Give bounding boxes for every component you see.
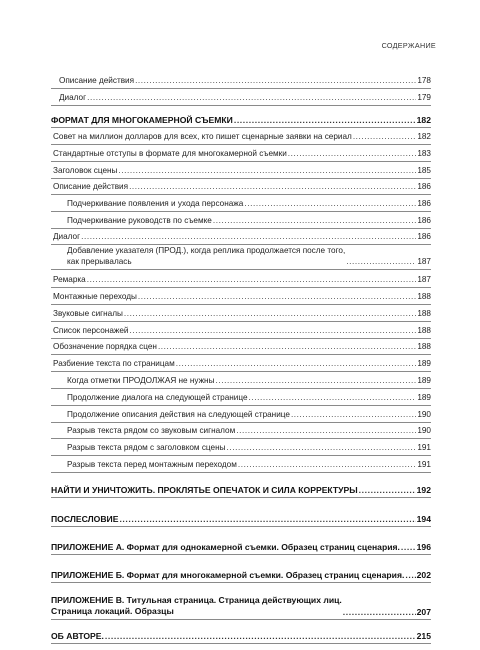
- toc-entry[interactable]: Обозначение порядка сцен ..... 188: [51, 342, 431, 355]
- page-number: 185: [417, 166, 431, 175]
- page-number: 215: [416, 631, 431, 641]
- toc-subentry[interactable]: Подчеркивание появления и ухода персонажа ..... 186: [51, 199, 431, 212]
- toc-subentry[interactable]: Когда отметки ПРОДОЛЖАЯ не нужны ..... 189: [51, 376, 431, 389]
- page-number: 182: [416, 115, 431, 125]
- page-number: 196: [416, 542, 431, 552]
- toc-entry[interactable]: Монтажные переходы ..... 188: [51, 292, 431, 305]
- page-number: 191: [417, 443, 431, 452]
- toc-section-heading[interactable]: ПРИЛОЖЕНИЕ В. Титульная страница. Страница действующих лиц. Страница локаций. Образцы ..... 207: [51, 595, 431, 620]
- toc-entry[interactable]: Разбиение текста по страницам ..... 189: [51, 359, 431, 372]
- toc-entry[interactable]: Описание действия ..... 178: [51, 76, 431, 89]
- page-number: 207: [416, 607, 431, 617]
- page-number: 186: [417, 232, 431, 241]
- page-number: 186: [417, 216, 431, 225]
- page-number: 188: [417, 326, 431, 335]
- toc-section-heading[interactable]: ОБ АВТОРЕ. ..... 215: [51, 631, 431, 644]
- page-number: 182: [417, 132, 431, 141]
- page-number: 188: [417, 342, 431, 351]
- page-number: 187: [417, 257, 431, 266]
- toc-subentry[interactable]: Разрыв текста рядом с заголовком сцены ..... 191: [51, 443, 431, 456]
- toc-subentry[interactable]: Добавление указателя (ПРОД.), когда реплика продолжается после того, как прерывалась ..... 187: [51, 245, 431, 270]
- running-header: СОДЕРЖАНИЕ: [381, 41, 436, 50]
- toc-entry[interactable]: Ремарка ..... 187: [51, 275, 431, 288]
- toc-entry[interactable]: Описание действия ..... 186: [51, 182, 431, 195]
- toc-entry[interactable]: Список персонажей ..... 188: [51, 326, 431, 339]
- page-number: 187: [417, 275, 431, 284]
- toc-section-heading[interactable]: НАЙТИ И УНИЧТОЖИТЬ. ПРОКЛЯТЬЕ ОПЕЧАТОК И СИЛА КОРРЕКТУРЫ ..... 192: [51, 485, 431, 498]
- page-number: 192: [416, 485, 431, 495]
- toc-section-heading[interactable]: ПРИЛОЖЕНИЕ Б. Формат для многокамерной съемки. Образец страниц сценария. ..... 202: [51, 570, 431, 583]
- page-number: 189: [417, 359, 431, 368]
- toc-entry[interactable]: Стандартные отступы в формате для многокамерной съемки ..... 183: [51, 149, 431, 162]
- page-number: 191: [417, 460, 431, 469]
- toc-entry[interactable]: Заголовок сцены ..... 185: [51, 166, 431, 179]
- toc-section-heading[interactable]: ПОСЛЕСЛОВИЕ ..... 194: [51, 514, 431, 527]
- page-number: 188: [417, 292, 431, 301]
- toc-entry[interactable]: Диалог ..... 179: [51, 93, 431, 106]
- page-number: 179: [417, 93, 431, 102]
- page-number: 186: [417, 182, 431, 191]
- toc-entry[interactable]: Совет на миллион долларов для всех, кто пишет сценарные заявки на сериал ..... 182: [51, 132, 431, 145]
- page-number: 190: [417, 426, 431, 435]
- toc-entry[interactable]: Диалог ..... 186: [51, 232, 431, 245]
- toc-subentry[interactable]: Разрыв текста перед монтажным переходом ..... 191: [51, 460, 431, 473]
- page-number: 189: [417, 393, 431, 402]
- toc-subentry[interactable]: Продолжение диалога на следующей странице ..... 189: [51, 393, 431, 406]
- page-number: 188: [417, 309, 431, 318]
- toc-section-heading[interactable]: ПРИЛОЖЕНИЕ А. Формат для однокамерной съемки. Образец страниц сценария. ..... 196: [51, 542, 431, 555]
- toc-subentry[interactable]: Подчеркивание руководств по съемке ..... 186: [51, 216, 431, 229]
- page-number: 183: [417, 149, 431, 158]
- page-number: 190: [417, 410, 431, 419]
- page-number: 178: [417, 76, 431, 85]
- page-number: 186: [417, 199, 431, 208]
- page-number: 194: [416, 514, 431, 524]
- page-number: 202: [416, 570, 431, 580]
- toc-entry[interactable]: Звуковые сигналы ..... 188: [51, 309, 431, 322]
- toc-section-heading[interactable]: ФОРМАТ ДЛЯ МНОГОКАМЕРНОЙ СЪЕМКИ ..... 182: [51, 115, 431, 128]
- page-number: 189: [417, 376, 431, 385]
- toc-subentry[interactable]: Продолжение описания действия на следующей странице ..... 190: [51, 410, 431, 423]
- toc-subentry[interactable]: Разрыв текста рядом со звуковым сигналом ..... 190: [51, 426, 431, 439]
